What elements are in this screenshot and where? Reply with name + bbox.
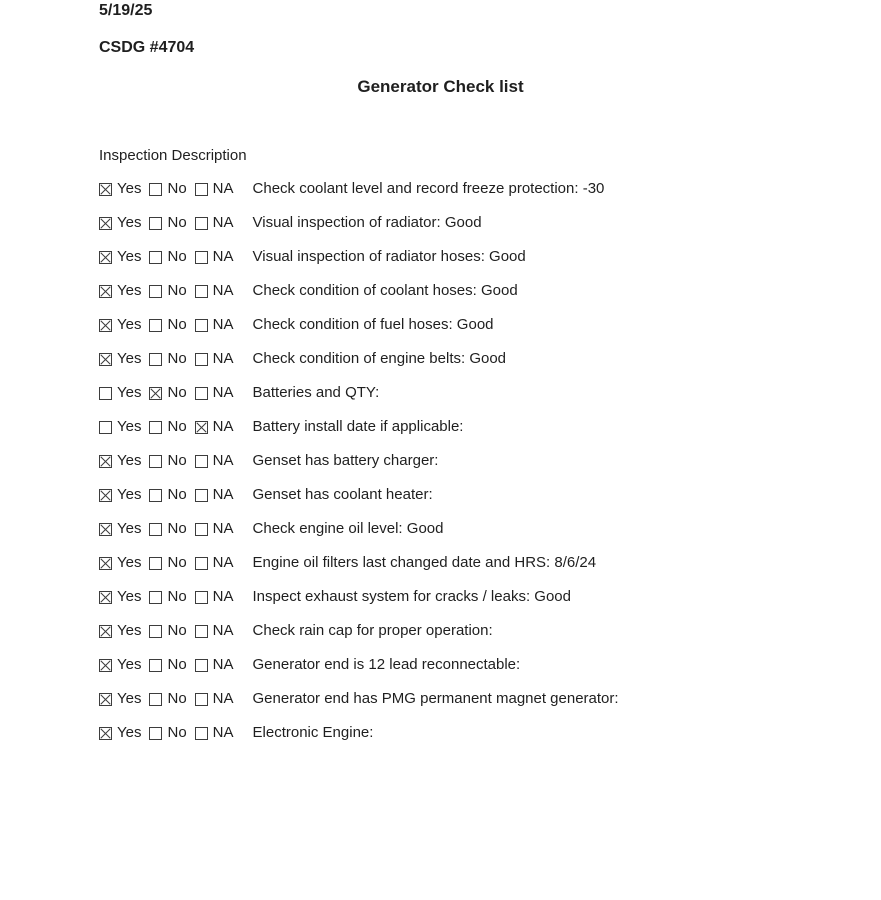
yes-option xyxy=(99,179,141,199)
no-label: No xyxy=(167,418,187,435)
checked-x-icon xyxy=(100,354,111,365)
na-label: NA xyxy=(212,316,234,333)
no-checkbox[interactable] xyxy=(149,353,162,366)
no-label: No xyxy=(167,350,187,367)
yes-checkbox[interactable] xyxy=(99,183,112,196)
no-checkbox[interactable] xyxy=(149,591,162,604)
no-option xyxy=(149,689,186,709)
yes-option xyxy=(99,655,141,675)
no-checkbox[interactable] xyxy=(149,387,162,400)
checklist-row xyxy=(99,621,881,641)
checklist-row xyxy=(99,689,881,709)
yes-checkbox[interactable] xyxy=(99,353,112,366)
yes-checkbox[interactable] xyxy=(99,455,112,468)
checked-x-icon xyxy=(100,184,111,195)
no-label: No xyxy=(167,282,187,299)
yes-option xyxy=(99,553,141,573)
yes-checkbox[interactable] xyxy=(99,523,112,536)
yes-checkbox[interactable] xyxy=(99,727,112,740)
document-date: 5/19/25 xyxy=(99,2,153,19)
yes-label: Yes xyxy=(117,622,142,639)
yes-label: Yes xyxy=(117,350,142,367)
item-description: Battery install date if applicable: xyxy=(252,418,464,435)
yes-option xyxy=(99,621,141,641)
na-option xyxy=(195,383,234,403)
no-checkbox[interactable] xyxy=(149,183,162,196)
na-checkbox[interactable] xyxy=(195,421,208,434)
na-label: NA xyxy=(212,690,234,707)
no-label: No xyxy=(167,248,187,265)
na-checkbox[interactable] xyxy=(195,217,208,230)
na-checkbox[interactable] xyxy=(195,557,208,570)
checklist-row xyxy=(99,723,881,743)
no-checkbox[interactable] xyxy=(149,455,162,468)
checked-x-icon xyxy=(100,592,111,603)
yes-label: Yes xyxy=(117,214,142,231)
na-label: NA xyxy=(212,486,234,503)
yes-checkbox[interactable] xyxy=(99,387,112,400)
no-option xyxy=(149,451,186,471)
na-option xyxy=(195,621,234,641)
yes-option xyxy=(99,281,141,301)
yes-label: Yes xyxy=(117,452,142,469)
yes-label: Yes xyxy=(117,282,142,299)
na-checkbox[interactable] xyxy=(195,489,208,502)
na-option xyxy=(195,587,234,607)
yes-label: Yes xyxy=(117,418,142,435)
na-checkbox[interactable] xyxy=(195,591,208,604)
checklist-row xyxy=(99,281,881,301)
page-title: Generator Check list xyxy=(357,77,524,96)
yes-option xyxy=(99,723,141,743)
no-option xyxy=(149,587,186,607)
item-description: Check condition of engine belts: Good xyxy=(252,350,507,367)
na-option xyxy=(195,485,234,505)
na-checkbox[interactable] xyxy=(195,183,208,196)
item-description: Check engine oil level: Good xyxy=(252,520,444,537)
na-option xyxy=(195,689,234,709)
yes-option xyxy=(99,587,141,607)
item-description: Engine oil filters last changed date and HRS: 8/6/24 xyxy=(252,554,597,571)
no-label: No xyxy=(167,656,187,673)
yes-label: Yes xyxy=(117,520,142,537)
checked-x-icon xyxy=(100,286,111,297)
no-label: No xyxy=(167,384,187,401)
item-description: Electronic Engine: xyxy=(252,724,374,741)
yes-label: Yes xyxy=(117,656,142,673)
no-label: No xyxy=(167,180,187,197)
no-label: No xyxy=(167,622,187,639)
na-option xyxy=(195,417,234,437)
section-label: Inspection Description xyxy=(99,147,247,164)
item-description: Generator end is 12 lead reconnectable: xyxy=(252,656,521,673)
yes-option xyxy=(99,417,141,437)
yes-checkbox[interactable] xyxy=(99,557,112,570)
na-label: NA xyxy=(212,622,234,639)
yes-checkbox[interactable] xyxy=(99,591,112,604)
na-checkbox[interactable] xyxy=(195,693,208,706)
checklist xyxy=(99,179,881,743)
yes-label: Yes xyxy=(117,486,142,503)
checklist-row xyxy=(99,349,881,369)
checklist-row xyxy=(99,485,881,505)
item-description: Batteries and QTY: xyxy=(252,384,380,401)
yes-option xyxy=(99,213,141,233)
na-option xyxy=(195,519,234,539)
checked-x-icon xyxy=(100,218,111,229)
yes-option xyxy=(99,247,141,267)
no-option xyxy=(149,281,186,301)
item-description: Visual inspection of radiator hoses: Good xyxy=(252,248,526,265)
item-description: Generator end has PMG permanent magnet generator: xyxy=(252,690,619,707)
item-description: Check condition of fuel hoses: Good xyxy=(252,316,494,333)
yes-label: Yes xyxy=(117,316,142,333)
no-option xyxy=(149,485,186,505)
checklist-row xyxy=(99,451,881,471)
no-checkbox[interactable] xyxy=(149,557,162,570)
no-option xyxy=(149,553,186,573)
na-label: NA xyxy=(212,418,234,435)
no-option xyxy=(149,383,186,403)
na-label: NA xyxy=(212,554,234,571)
item-description: Genset has battery charger: xyxy=(252,452,439,469)
item-description: Check coolant level and record freeze protection: -30 xyxy=(252,180,605,197)
yes-label: Yes xyxy=(117,248,142,265)
na-checkbox[interactable] xyxy=(195,727,208,740)
no-label: No xyxy=(167,214,187,231)
na-checkbox[interactable] xyxy=(195,251,208,264)
yes-option xyxy=(99,383,141,403)
yes-label: Yes xyxy=(117,180,142,197)
na-checkbox[interactable] xyxy=(195,659,208,672)
checklist-row xyxy=(99,383,881,403)
yes-option xyxy=(99,689,141,709)
yes-option xyxy=(99,519,141,539)
yes-checkbox[interactable] xyxy=(99,489,112,502)
no-option xyxy=(149,179,186,199)
yes-option xyxy=(99,349,141,369)
no-label: No xyxy=(167,554,187,571)
yes-label: Yes xyxy=(117,690,142,707)
no-option xyxy=(149,519,186,539)
no-checkbox[interactable] xyxy=(149,251,162,264)
checked-x-icon xyxy=(100,728,111,739)
na-label: NA xyxy=(212,248,234,265)
no-checkbox[interactable] xyxy=(149,693,162,706)
yes-checkbox[interactable] xyxy=(99,693,112,706)
na-option xyxy=(195,315,234,335)
na-checkbox[interactable] xyxy=(195,625,208,638)
checklist-row xyxy=(99,179,881,199)
na-option xyxy=(195,179,234,199)
no-checkbox[interactable] xyxy=(149,489,162,502)
checked-x-icon xyxy=(100,660,111,671)
na-label: NA xyxy=(212,452,234,469)
checked-x-icon xyxy=(196,422,207,433)
no-option xyxy=(149,655,186,675)
yes-label: Yes xyxy=(117,554,142,571)
na-label: NA xyxy=(212,724,234,741)
no-checkbox[interactable] xyxy=(149,659,162,672)
na-option xyxy=(195,247,234,267)
na-label: NA xyxy=(212,350,234,367)
na-option xyxy=(195,281,234,301)
checked-x-icon xyxy=(100,524,111,535)
no-checkbox[interactable] xyxy=(149,625,162,638)
no-label: No xyxy=(167,316,187,333)
yes-checkbox[interactable] xyxy=(99,659,112,672)
na-checkbox[interactable] xyxy=(195,387,208,400)
checklist-row xyxy=(99,213,881,233)
na-label: NA xyxy=(212,214,234,231)
no-option xyxy=(149,247,186,267)
no-checkbox[interactable] xyxy=(149,285,162,298)
no-checkbox[interactable] xyxy=(149,727,162,740)
item-description: Check condition of coolant hoses: Good xyxy=(252,282,518,299)
no-label: No xyxy=(167,724,187,741)
na-checkbox[interactable] xyxy=(195,285,208,298)
no-option xyxy=(149,621,186,641)
checked-x-icon xyxy=(100,626,111,637)
no-option xyxy=(149,417,186,437)
checklist-row xyxy=(99,315,881,335)
yes-checkbox[interactable] xyxy=(99,421,112,434)
item-description: Genset has coolant heater: xyxy=(252,486,433,503)
item-description: Visual inspection of radiator: Good xyxy=(252,214,482,231)
no-option xyxy=(149,315,186,335)
na-label: NA xyxy=(212,282,234,299)
checked-x-icon xyxy=(100,490,111,501)
na-option xyxy=(195,451,234,471)
no-option xyxy=(149,723,186,743)
na-checkbox[interactable] xyxy=(195,455,208,468)
na-option xyxy=(195,213,234,233)
checklist-row xyxy=(99,587,881,607)
no-label: No xyxy=(167,486,187,503)
na-option xyxy=(195,723,234,743)
no-checkbox[interactable] xyxy=(149,217,162,230)
checked-x-icon xyxy=(100,320,111,331)
no-label: No xyxy=(167,690,187,707)
na-option xyxy=(195,553,234,573)
checked-x-icon xyxy=(100,558,111,569)
checked-x-icon xyxy=(100,456,111,467)
no-checkbox[interactable] xyxy=(149,523,162,536)
yes-option xyxy=(99,315,141,335)
no-checkbox[interactable] xyxy=(149,421,162,434)
na-option xyxy=(195,349,234,369)
document-id: CSDG #4704 xyxy=(99,39,195,56)
no-label: No xyxy=(167,520,187,537)
na-label: NA xyxy=(212,180,234,197)
no-checkbox[interactable] xyxy=(149,319,162,332)
yes-label: Yes xyxy=(117,724,142,741)
checked-x-icon xyxy=(150,388,161,399)
checklist-row xyxy=(99,655,881,675)
checklist-row xyxy=(99,247,881,267)
na-label: NA xyxy=(212,384,234,401)
yes-checkbox[interactable] xyxy=(99,217,112,230)
yes-option xyxy=(99,485,141,505)
checklist-row xyxy=(99,417,881,437)
item-description: Check rain cap for proper operation: xyxy=(252,622,493,639)
na-checkbox[interactable] xyxy=(195,523,208,536)
na-label: NA xyxy=(212,656,234,673)
na-checkbox[interactable] xyxy=(195,353,208,366)
checked-x-icon xyxy=(100,252,111,263)
checklist-row xyxy=(99,553,881,573)
checklist-row xyxy=(99,519,881,539)
na-label: NA xyxy=(212,588,234,605)
yes-checkbox[interactable] xyxy=(99,625,112,638)
na-checkbox[interactable] xyxy=(195,319,208,332)
na-option xyxy=(195,655,234,675)
yes-checkbox[interactable] xyxy=(99,251,112,264)
item-description: Inspect exhaust system for cracks / leaks: Good xyxy=(252,588,571,605)
yes-checkbox[interactable] xyxy=(99,285,112,298)
yes-label: Yes xyxy=(117,588,142,605)
na-label: NA xyxy=(212,520,234,537)
no-label: No xyxy=(167,452,187,469)
no-label: No xyxy=(167,588,187,605)
yes-option xyxy=(99,451,141,471)
no-option xyxy=(149,349,186,369)
no-option xyxy=(149,213,186,233)
yes-checkbox[interactable] xyxy=(99,319,112,332)
yes-label: Yes xyxy=(117,384,142,401)
checked-x-icon xyxy=(100,694,111,705)
